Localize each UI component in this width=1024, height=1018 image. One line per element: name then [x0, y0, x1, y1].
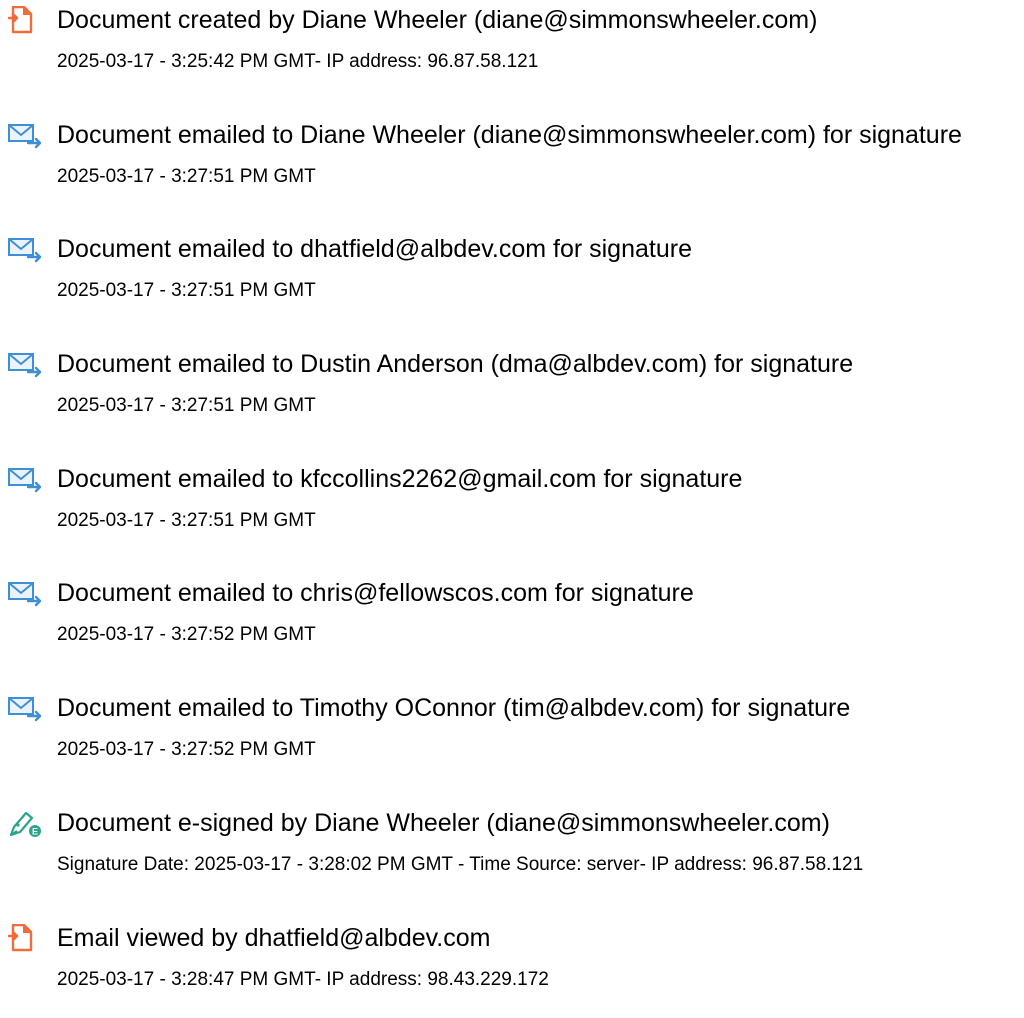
audit-event — [0, 803, 1024, 903]
event-title: Document emailed to Diane Wheeler (diane@simmonswheeler.com) for signature — [57, 121, 962, 149]
event-title: Document emailed to chris@fellowscos.com for signature — [57, 579, 694, 607]
event-timestamp: 2025-03-17 - 3:27:52 PM GMT — [57, 624, 316, 645]
email-sent-icon — [8, 121, 44, 149]
event-timestamp: 2025-03-17 - 3:27:52 PM GMT — [57, 739, 316, 760]
audit-event — [0, 115, 1024, 215]
email-sent-icon — [8, 579, 44, 607]
audit-event — [0, 229, 1024, 329]
email-sent-icon — [8, 465, 44, 493]
audit-event — [0, 918, 1024, 1018]
email-sent-icon — [8, 694, 44, 722]
event-timestamp: 2025-03-17 - 3:27:51 PM GMT — [57, 510, 316, 531]
audit-event — [0, 0, 1024, 100]
event-signature-details: Signature Date: 2025-03-17 - 3:28:02 PM GMT - Time Source: server- IP address: 96.87.58.121 — [57, 854, 864, 875]
event-title: Document emailed to Timothy OConnor (tim@albdev.com) for signature — [57, 694, 851, 722]
event-timestamp: 2025-03-17 - 3:27:51 PM GMT — [57, 280, 316, 301]
document-viewed-icon — [8, 924, 44, 952]
email-sent-icon — [8, 235, 44, 263]
audit-event — [0, 573, 1024, 673]
event-title: Document emailed to kfccollins2262@gmail.com for signature — [57, 465, 743, 493]
event-timestamp: 2025-03-17 - 3:28:47 PM GMT- IP address: 98.43.229.172 — [57, 969, 549, 990]
email-sent-icon — [8, 350, 44, 378]
document-created-icon — [8, 6, 44, 34]
event-title: Document e-signed by Diane Wheeler (diane@simmonswheeler.com) — [57, 809, 830, 837]
e-signed-icon — [8, 809, 44, 837]
event-timestamp: 2025-03-17 - 3:27:51 PM GMT — [57, 395, 316, 416]
event-title: Email viewed by dhatfield@albdev.com — [57, 924, 491, 952]
audit-event — [0, 688, 1024, 788]
event-title: Document emailed to dhatfield@albdev.com for signature — [57, 235, 692, 263]
event-timestamp: 2025-03-17 - 3:27:51 PM GMT — [57, 166, 316, 187]
event-title: Document emailed to Dustin Anderson (dma@albdev.com) for signature — [57, 350, 854, 378]
audit-event — [0, 459, 1024, 559]
audit-event — [0, 344, 1024, 444]
svg-text:E: E — [31, 826, 39, 837]
event-title: Document created by Diane Wheeler (diane@simmonswheeler.com) — [57, 6, 818, 34]
event-timestamp: 2025-03-17 - 3:25:42 PM GMT- IP address: 96.87.58.121 — [57, 51, 539, 72]
